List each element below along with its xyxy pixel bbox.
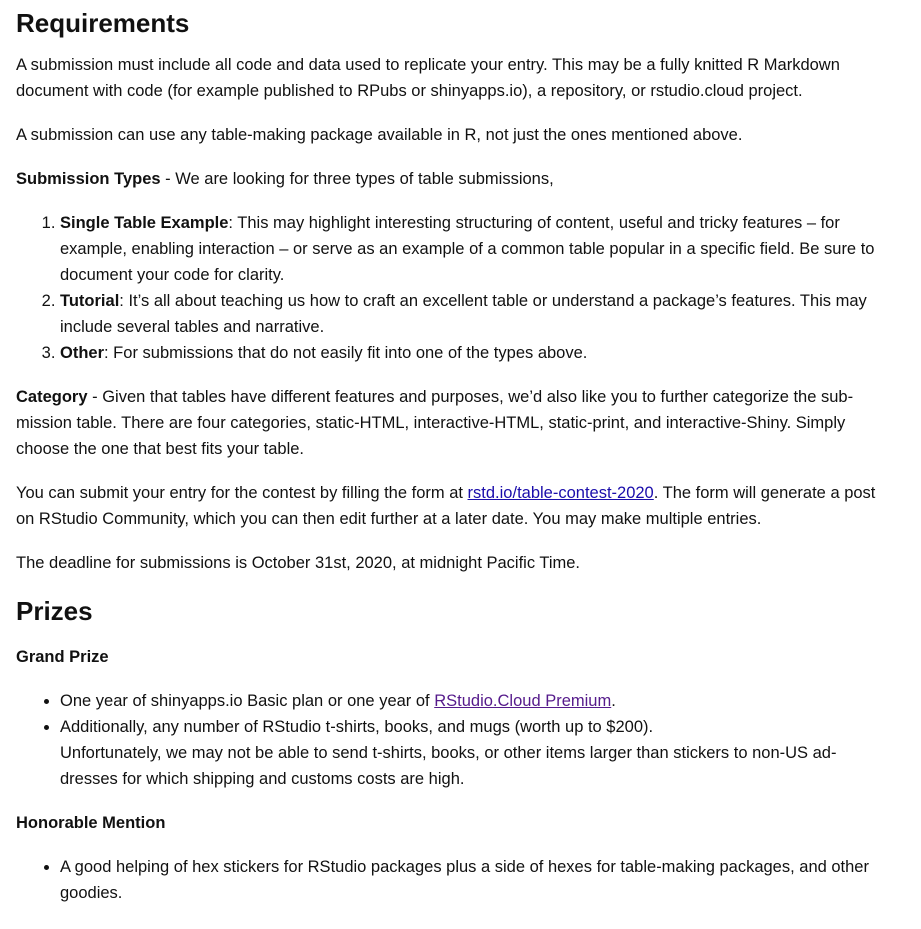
requirements-heading: Requirements: [16, 8, 190, 38]
requirements-paragraph-packages: A submission can use any table-making package available in R, not just the ones mentioned above.: [16, 126, 743, 144]
submission-types-text: - We are looking for three types of table submissions,: [160, 170, 554, 188]
list-item: [60, 688, 876, 714]
submission-types-paragraph: [16, 166, 876, 192]
requirements-paragraph-code: A submission must include all code and data used to replicate your entry. This may be a fully knitted R Markdown document with code (for example published to RPubs or shinyapps.io), a repository, or rstudio.cloud project.: [16, 56, 840, 100]
list-item-tutorial: [60, 288, 876, 340]
submission-types-label: Submission Types: [16, 170, 161, 188]
type-name: Other: [60, 344, 105, 362]
rstudio-cloud-premium-link[interactable]: RStudio.Cloud Premium: [434, 692, 612, 710]
submit-text-before: You can submit your entry for the contest by filling the form at: [16, 484, 468, 502]
deadline-paragraph: The deadline for submissions is October 31st, 2020, at midnight Pacific Time.: [16, 554, 581, 572]
category-label: Category: [16, 388, 88, 406]
list-item: [60, 714, 876, 792]
prize-text-end: .: [611, 692, 616, 710]
prize-text: One year of shinyapps.io Basic plan or one year of: [60, 692, 435, 710]
prize-note: Unfortunately, we may not be able to send t-shirts, books, or other items larger than stickers to non-US addresses for which shipping and customs costs are high.: [60, 744, 837, 788]
contest-form-link[interactable]: rstd.io/table-contest-2020: [467, 484, 654, 502]
type-name: Tutorial: [60, 292, 120, 310]
submit-text-after: . The form will generate a post on RStudio Community, which you can then edit further at a later date. You may make multiple entries.: [16, 484, 876, 528]
submission-types-list: [16, 210, 876, 366]
list-item: • A good helping of hex stickers for RStudio packages plus a side of hexes for table-making packages, and other goodies.: [60, 854, 876, 906]
honorable-mention-list: [16, 854, 876, 906]
prize-text: Additionally, any number of RStudio t-shirts, books, and mugs (worth up to $200).: [60, 718, 654, 736]
type-description: : For submissions that do not easily fit into one of the types above.: [104, 344, 588, 362]
honorable-mention-heading: Honorable Mention: [16, 814, 166, 832]
submit-paragraph: [16, 480, 876, 532]
type-description: : This may highlight interesting structuring of content, useful and tricky features – for example, enabling interaction – or serve as an example of a common table popular in a specific field. Be sure to document your code for clarity.: [60, 214, 875, 284]
list-item-single-table: [60, 210, 876, 288]
type-name: Single Table Example: [60, 214, 229, 232]
grand-prize-list: [16, 688, 876, 792]
grand-prize-heading: Grand Prize: [16, 648, 109, 666]
list-item-other: [60, 340, 876, 366]
prizes-heading: Prizes: [16, 596, 93, 626]
category-text: - Given that tables have different features and purposes, we’d also like you to further categorize the submission table. There are four categories, static-HTML, interactive-HTML, static-print, and interactive-Shiny. Simply choose the one that best fits your table.: [16, 388, 854, 458]
category-paragraph: [16, 384, 876, 462]
type-description: : It’s all about teaching us how to craft an excellent table or understand a package’s features. This may include several tables and narrative.: [60, 292, 867, 336]
